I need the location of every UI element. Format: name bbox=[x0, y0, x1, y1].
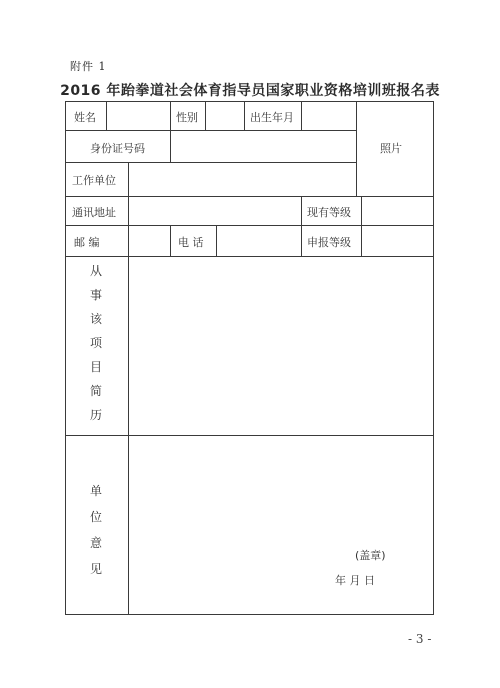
address-label: 通讯地址 bbox=[72, 206, 116, 219]
table-border-bottom bbox=[65, 614, 434, 615]
opinion-label-divider bbox=[128, 435, 129, 614]
gender-label-divider-right bbox=[205, 101, 206, 130]
row-divider-4 bbox=[65, 225, 434, 226]
phone-divider-right bbox=[216, 225, 217, 256]
seal-label: (盖章) bbox=[355, 549, 386, 562]
experience-label-divider bbox=[128, 256, 129, 435]
opinion-char: 单 bbox=[89, 484, 102, 498]
date-label: 年 月 日 bbox=[335, 574, 375, 587]
name-label: 姓名 bbox=[74, 111, 96, 124]
page-number: - 3 - bbox=[408, 632, 432, 646]
postcode-label: 邮 编 bbox=[74, 236, 100, 249]
experience-char: 项 bbox=[89, 336, 102, 350]
experience-char: 目 bbox=[89, 360, 102, 374]
experience-char: 简 bbox=[89, 384, 102, 398]
row-divider-2 bbox=[65, 162, 356, 163]
experience-char: 从 bbox=[89, 264, 102, 278]
experience-char: 事 bbox=[89, 288, 102, 302]
apply-level-label: 申报等级 bbox=[307, 236, 351, 249]
address-divider bbox=[128, 196, 129, 225]
phone-divider-left bbox=[170, 225, 171, 256]
experience-label bbox=[86, 262, 106, 430]
phone-label: 电 话 bbox=[178, 236, 204, 249]
current-level-divider-right bbox=[361, 196, 362, 225]
birth-label-divider-right bbox=[301, 101, 302, 130]
opinion-char: 见 bbox=[89, 562, 102, 576]
work-unit-divider bbox=[128, 162, 129, 196]
form-title: 2016 年跆拳道社会体育指导员国家职业资格培训班报名表 bbox=[60, 83, 440, 99]
table-border-right bbox=[433, 101, 434, 614]
row-divider-6 bbox=[65, 435, 434, 436]
gender-label: 性别 bbox=[176, 111, 198, 124]
table-border-top bbox=[65, 101, 434, 102]
current-level-label: 现有等级 bbox=[307, 206, 351, 219]
experience-char: 该 bbox=[89, 312, 102, 326]
id-number-label: 身份证号码 bbox=[90, 142, 145, 155]
current-level-divider-left bbox=[301, 196, 302, 225]
experience-char: 历 bbox=[89, 408, 102, 422]
birth-label-divider-left bbox=[244, 101, 245, 130]
id-cell-divider bbox=[170, 130, 171, 162]
photo-column-divider bbox=[356, 101, 357, 196]
row-divider-3 bbox=[65, 196, 434, 197]
apply-level-divider-left bbox=[301, 225, 302, 256]
opinion-char: 位 bbox=[89, 510, 102, 524]
unit-opinion-label bbox=[86, 482, 106, 586]
apply-level-divider-right bbox=[361, 225, 362, 256]
photo-label: 照片 bbox=[380, 142, 402, 155]
opinion-char: 意 bbox=[89, 536, 102, 550]
row-divider-1 bbox=[65, 130, 356, 131]
attachment-label: 附件 1 bbox=[70, 60, 107, 73]
postcode-divider bbox=[128, 225, 129, 256]
gender-label-divider-left bbox=[170, 101, 171, 130]
table-border-left bbox=[65, 101, 66, 614]
row-divider-5 bbox=[65, 256, 434, 257]
name-cell-divider bbox=[106, 101, 107, 130]
birth-label: 出生年月 bbox=[250, 111, 294, 124]
work-unit-label: 工作单位 bbox=[72, 174, 116, 187]
